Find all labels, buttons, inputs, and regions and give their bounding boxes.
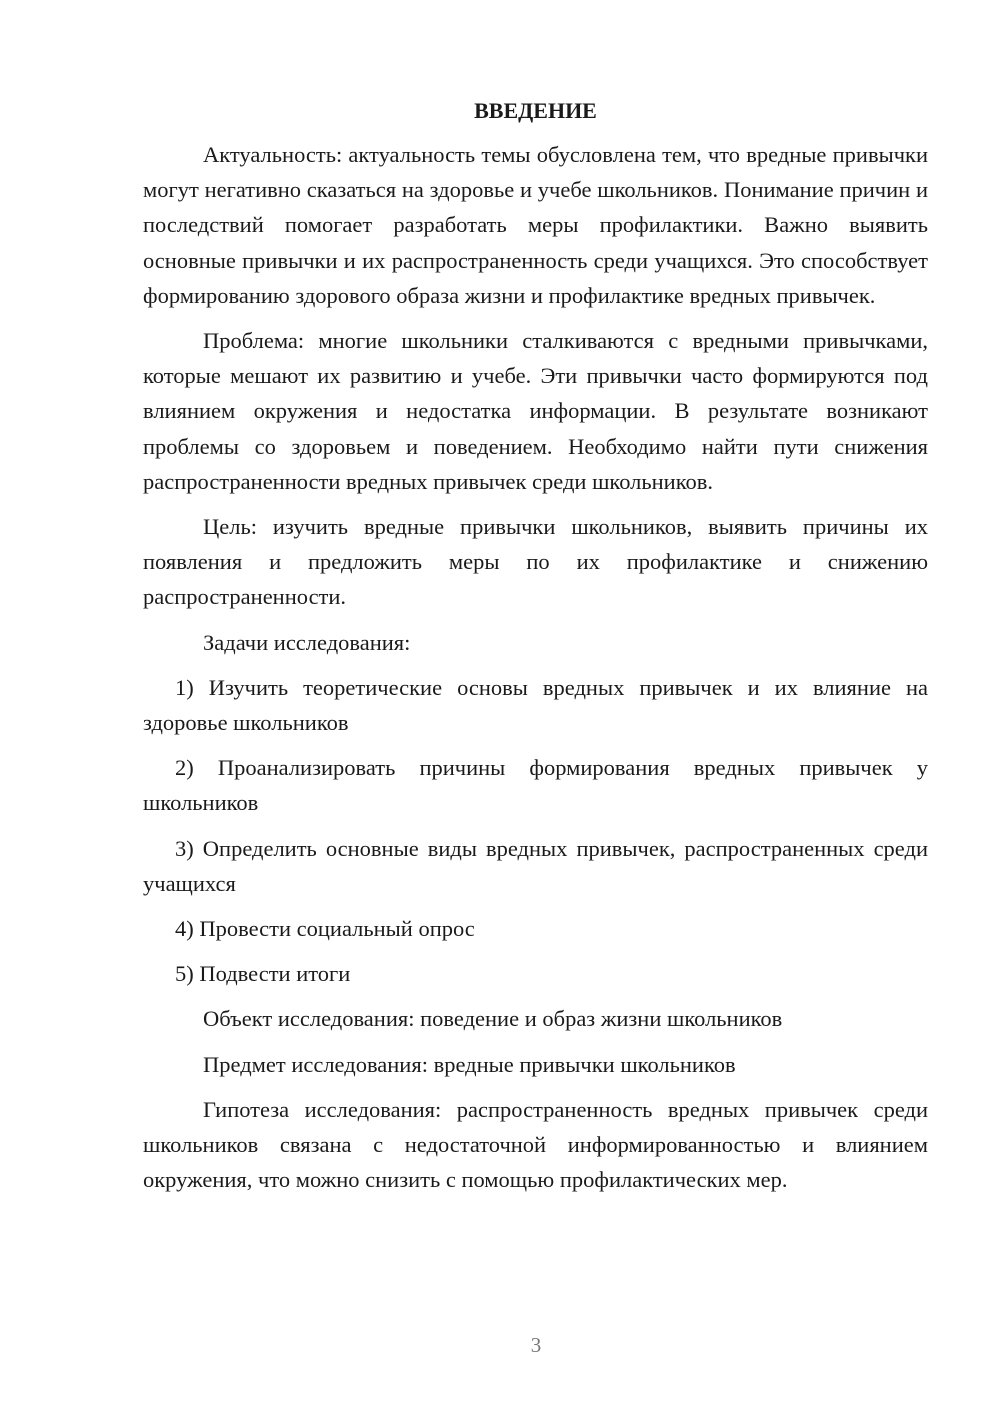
- task-item: 1) Изучить теоретические основы вредных привычек и их влияние на здоровье школьников: [143, 674, 928, 736]
- relevance-paragraph: Актуальность: актуальность темы обусловлена тем, что вредные привычки могут негативно сказаться на здоровье и учебе школьников. Понимание причин и последствий помогает разработать меры профилактики. Важно выявить основные привычки и их распространенность среди учащихся. Это способствует формированию здорового образа жизни и профилактике вредных привычек.: [143, 142, 928, 308]
- research-object: Объект исследования: поведение и образ жизни школьников: [203, 1006, 783, 1032]
- tasks-heading: Задачи исследования:: [203, 629, 411, 655]
- task-item: 3) Определить основные виды вредных привычек, распространенных среди учащихся: [143, 835, 928, 896]
- document-page: [143, 92, 928, 1207]
- page-number: 3: [530, 1333, 542, 1357]
- hypothesis-paragraph: Гипотеза исследования: распространенность вредных привычек среди школьников связана с недостаточной информированностью и влиянием окружения, что можно снизить с помощью профилактических мер.: [143, 1096, 928, 1193]
- problem-paragraph: Проблема: многие школьники сталкиваются с вредными привычками, которые мешают их развитию и учебе. Эти привычки часто формируются под влиянием окружения и недостатка информации. В результате возникают проблемы со здоровьем и поведением. Необходимо найти пути снижения распространенности вредных привычек среди школьников.: [143, 328, 928, 494]
- task-item: 2) Проанализировать причины формирования вредных привычек у школьников: [143, 755, 928, 816]
- task-item: 5) Подвести итоги: [175, 961, 351, 987]
- task-item: 4) Провести социальный опрос: [175, 916, 475, 942]
- goal-paragraph: Цель: изучить вредные привычки школьников, выявить причины их появления и предложить меры по их профилактике и снижению распространенности.: [143, 514, 928, 610]
- section-title: ВВЕДЕНИЕ: [474, 98, 597, 123]
- research-subject: Предмет исследования: вредные привычки школьников: [203, 1051, 736, 1077]
